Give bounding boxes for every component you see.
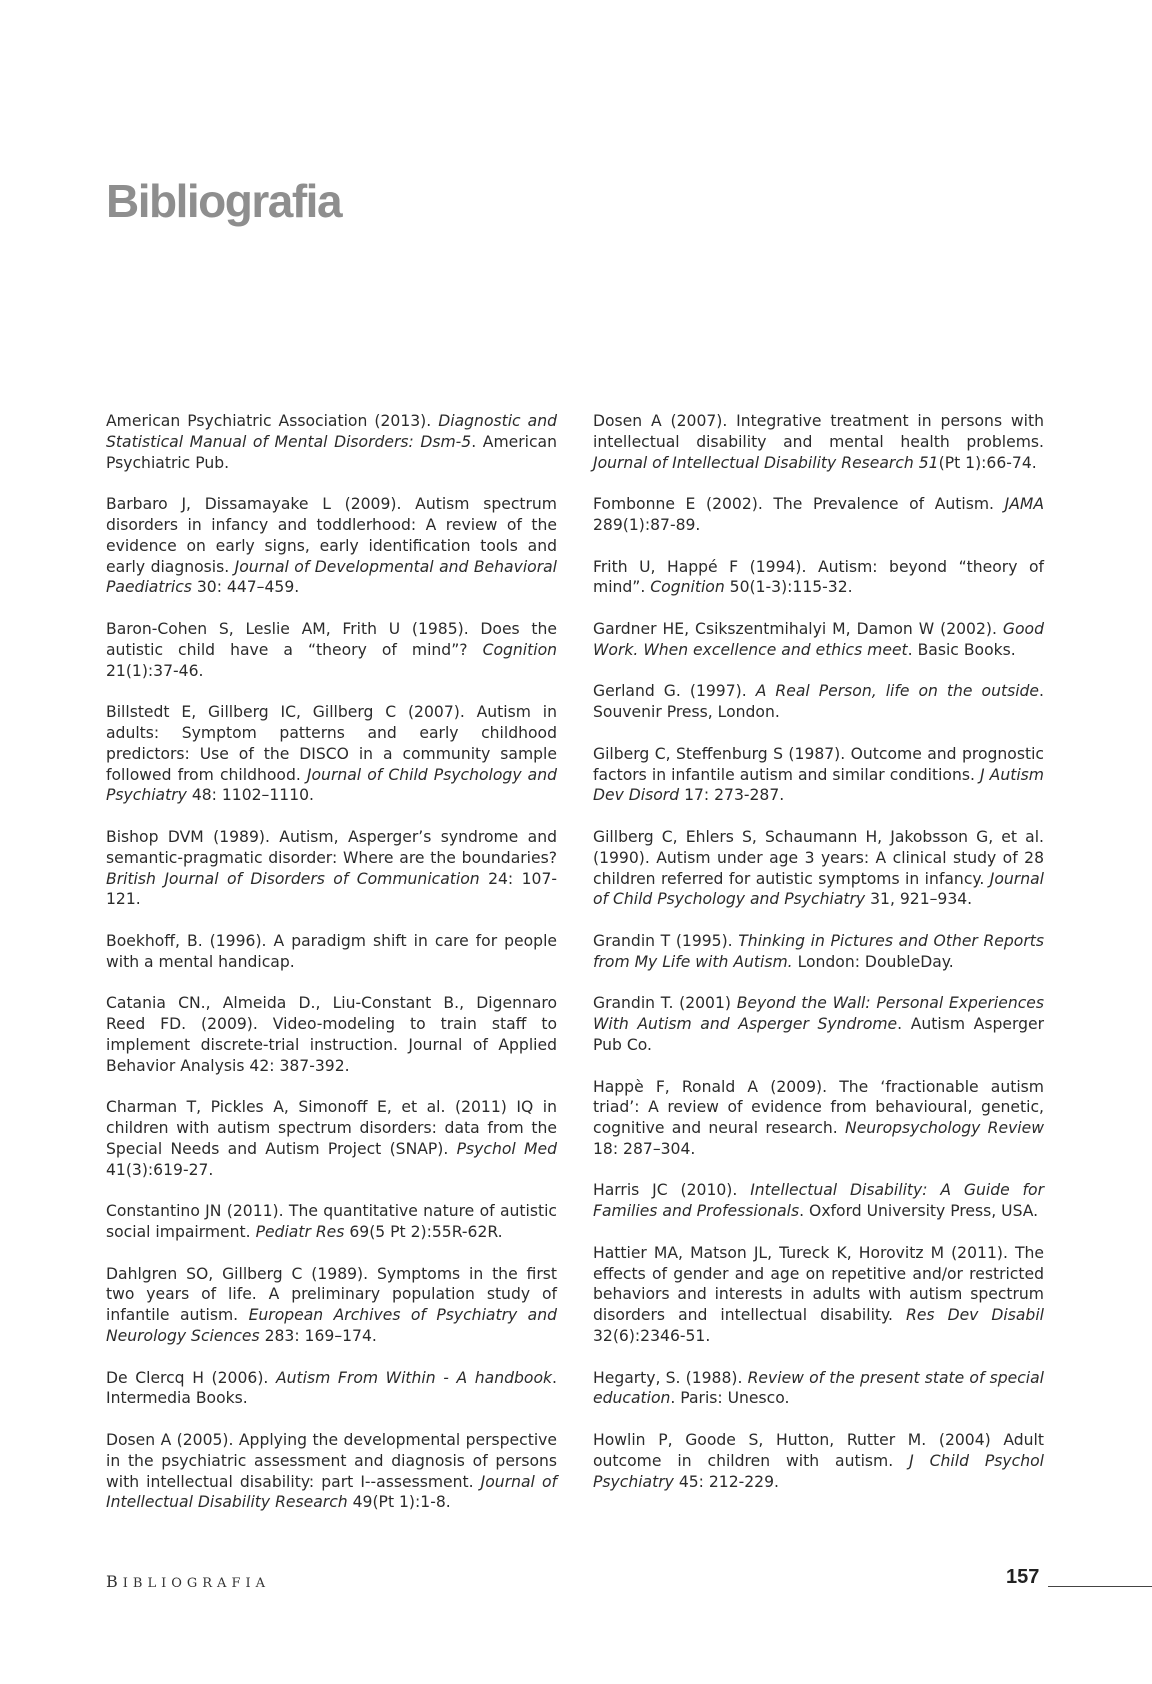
- reference-text: . Intermedia Books.: [106, 1368, 557, 1408]
- reference-text: Dahlgren SO, Gillberg C (1989). Symptoms in the first two years of life. A preliminary population study of infantile autism.: [106, 1264, 557, 1325]
- reference-text: Dosen A (2005). Applying the developmental perspective in the psychiatric assessment and diagnosis of persons with intellectual disability: part I--assessment.: [106, 1431, 557, 1491]
- reference-title: Good Work. When excellence and ethics meet: [593, 619, 1044, 659]
- reference-title: British Journal of Disorders of Communication: [106, 869, 480, 888]
- reference-text: Hattier MA, Matson JL, Tureck K, Horovitz M (2011). The effects of gender and age on repetitive and/or restricted behaviors and interests in adults with autism spectrum disorders and intellectual disability.: [593, 1243, 1044, 1325]
- reference-title: Journal of Child Psychology and Psychiatry: [106, 765, 557, 805]
- reference-text: 283: 169–174.: [259, 1327, 377, 1346]
- reference-title: J Child Psychol Psychiatry: [593, 1451, 1044, 1491]
- reference-title: J Autism Dev Disord: [593, 765, 1044, 805]
- reference-entry: [593, 619, 1044, 661]
- reference-text: . Oxford University Press, USA.: [799, 1202, 1039, 1221]
- reference-text: 69(5 Pt 2):55R-62R.: [344, 1223, 503, 1242]
- reference-entry: [593, 1430, 1044, 1492]
- reference-text: Grandin T. (2001): [593, 994, 737, 1013]
- reference-text: Constantino JN (2011). The quantitative nature of autistic social impairment.: [106, 1202, 557, 1242]
- reference-entry: [106, 702, 557, 806]
- reference-entry: [106, 411, 557, 473]
- reference-text: American Psychiatric Association (2013).: [106, 412, 439, 430]
- references-right-column: [593, 411, 1044, 1513]
- reference-title: Res Dev Disabil: [906, 1306, 1044, 1325]
- reference-title: Intellectual Disability: A Guide for Families and Professionals: [593, 1181, 1045, 1221]
- footer-rule: [1048, 1586, 1152, 1587]
- reference-text: Dosen A (2007). Integrative treatment in persons with intellectual disability and mental health problems.: [593, 412, 1044, 451]
- reference-text: . Paris: Unesco.: [670, 1389, 790, 1408]
- reference-text: De Clercq H (2006).: [106, 1368, 276, 1387]
- reference-title: Cognition: [482, 640, 557, 659]
- reference-text: Howlin P, Goode S, Hutton, Rutter M. (2004) Adult outcome in children with autism.: [593, 1431, 1044, 1470]
- reference-title: Journal of Child Psychology and Psychiatry: [593, 869, 1044, 909]
- reference-entry: [593, 993, 1044, 1055]
- reference-text: . American Psychiatric Pub.: [106, 432, 557, 472]
- reference-text: (Pt 1):66-74.: [938, 453, 1037, 472]
- reference-text: Harris JC (2010).: [593, 1181, 751, 1200]
- reference-text: Gardner HE, Csikszentmihalyi M, Damon W (2002).: [593, 619, 1003, 638]
- reference-text: . Basic Books.: [907, 640, 1016, 659]
- reference-entry: [106, 619, 557, 681]
- reference-text: Charman T, Pickles A, Simonoff E, et al. (2011) IQ in children with autism spectrum disorders: data from the Special Needs and Autism Project (SNAP).: [106, 1098, 557, 1158]
- reference-text: 50(1-3):115-32.: [724, 578, 853, 597]
- reference-title: Autism From Within - A handbook: [276, 1368, 553, 1387]
- reference-entry: [106, 827, 557, 910]
- reference-text: . Souvenir Press, London.: [593, 682, 1044, 722]
- reference-title: Journal of Intellectual Disability Research: [106, 1472, 557, 1512]
- reference-entry: [593, 557, 1044, 599]
- reference-title: A Real Person, life on the outside: [755, 682, 1040, 701]
- reference-text: Fombonne E (2002). The Prevalence of Autism.: [593, 495, 1005, 514]
- reference-entry: [593, 411, 1044, 473]
- reference-title: Cognition: [650, 578, 725, 597]
- reference-entry: [106, 1097, 557, 1180]
- reference-entry: [106, 931, 557, 973]
- reference-text: Gillberg C, Ehlers S, Schaumann H, Jakobsson G, et al. (1990). Autism under age 3 years: A clinical study of 28 children referred for autistic symptoms in infancy.: [593, 827, 1044, 888]
- reference-title: Review of the present state of special education: [593, 1368, 1044, 1408]
- reference-title: Journal of Intellectual Disability Research 51: [593, 453, 939, 472]
- reference-title: JAMA: [1004, 495, 1044, 514]
- reference-title: Psychol Med: [456, 1139, 557, 1158]
- reference-title: Pediatr Res: [255, 1223, 345, 1242]
- reference-entry: [593, 827, 1044, 910]
- reference-text: Billstedt E, Gillberg IC, Gillberg C (2007). Autism in adults: Symptom patterns and early childhood predictors: Use of the DISCO in a community sample followed from childhood.: [106, 703, 557, 784]
- reference-title: Diagnostic and Statistical Manual of Mental Disorders: Dsm-5: [106, 412, 558, 451]
- reference-title: Journal of Developmental and Behavioral Paediatrics: [106, 557, 557, 597]
- reference-entry: [593, 931, 1044, 973]
- reference-text: Gerland G. (1997).: [593, 682, 756, 701]
- reference-entry: [593, 1077, 1044, 1160]
- reference-text: 24: 107-121.: [106, 869, 557, 909]
- reference-text: Boekhoff, B. (1996). A paradigm shift in care for people with a mental handicap.: [106, 931, 557, 971]
- reference-text: Frith U, Happé F (1994). Autism: beyond “theory of mind”.: [593, 557, 1044, 597]
- reference-entry: [593, 1368, 1044, 1410]
- reference-entry: [593, 681, 1044, 723]
- reference-text: Gilberg C, Steffenburg S (1987). Outcome and prognostic factors in infantile autism and similar conditions.: [593, 744, 1044, 784]
- reference-entry: [106, 494, 557, 598]
- reference-title: European Archives of Psychiatry and Neurology Sciences: [106, 1306, 557, 1346]
- reference-text: 17: 273-287.: [679, 786, 785, 805]
- reference-text: 31, 921–934.: [865, 890, 973, 909]
- reference-entry: [106, 1264, 557, 1347]
- reference-title: Beyond the Wall: Personal Experiences With Autism and Asperger Syndrome: [593, 994, 1044, 1034]
- reference-title: Thinking in Pictures and Other Reports from My Life with Autism.: [593, 931, 1044, 971]
- reference-text: Happè F, Ronald A (2009). The ‘fractionable autism triad’: A review of evidence from behavioural, genetic, cognitive and neural research.: [593, 1077, 1044, 1138]
- reference-entry: [106, 1368, 557, 1410]
- reference-text: Hegarty, S. (1988).: [593, 1368, 748, 1387]
- reference-entry: [106, 993, 557, 1076]
- reference-text: Baron-Cohen S, Leslie AM, Frith U (1985). Does the autistic child have a “theory of mind”?: [106, 619, 557, 659]
- reference-text: 45: 212-229.: [673, 1472, 779, 1491]
- reference-entry: [593, 744, 1044, 806]
- reference-entry: [593, 1243, 1044, 1347]
- reference-text: 48: 1102–1110.: [186, 786, 314, 805]
- reference-text: Barbaro J, Dissamayake L (2009). Autism spectrum disorders in infancy and toddlerhood: A review of the evidence on early signs, early identification tools and early diagnosis.: [106, 495, 557, 576]
- reference-entry: [593, 494, 1044, 536]
- reference-text: 289(1):87-89.: [593, 515, 701, 534]
- references-left-column: [106, 411, 557, 1534]
- reference-text: Bishop DVM (1989). Autism, Asperger’s syndrome and semantic-pragmatic disorder: Where are the boundaries?: [106, 827, 557, 867]
- reference-text: . Autism Asperger Pub Co.: [593, 1015, 1045, 1054]
- page-title: Bibliografia: [106, 175, 342, 227]
- reference-text: 49(Pt 1):1-8.: [347, 1493, 451, 1512]
- reference-text: London: DoubleDay.: [792, 952, 954, 971]
- reference-text: 32(6):2346-51.: [593, 1327, 711, 1346]
- reference-entry: [593, 1180, 1044, 1222]
- reference-text: 41(3):619-27.: [106, 1160, 214, 1179]
- reference-entry: [106, 1430, 557, 1513]
- page-number: 157: [1006, 1566, 1040, 1588]
- reference-text: 21(1):37-46.: [106, 661, 204, 680]
- reference-text: 18: 287–304.: [593, 1139, 696, 1158]
- reference-text: Catania CN., Almeida D., Liu-Constant B., Digennaro Reed FD. (2009). Video-modeling to train staff to implement discrete-trial instruction. Journal of Applied Behavior Analysis 42: 387-392.: [106, 994, 557, 1075]
- footer-section-label: BIBLIOGRAFIA: [106, 1572, 270, 1591]
- reference-title: Neuropsychology Review: [845, 1119, 1044, 1138]
- reference-text: 30: 447–459.: [191, 578, 300, 597]
- reference-text: Grandin T (1995).: [593, 931, 739, 950]
- reference-entry: [106, 1201, 557, 1243]
